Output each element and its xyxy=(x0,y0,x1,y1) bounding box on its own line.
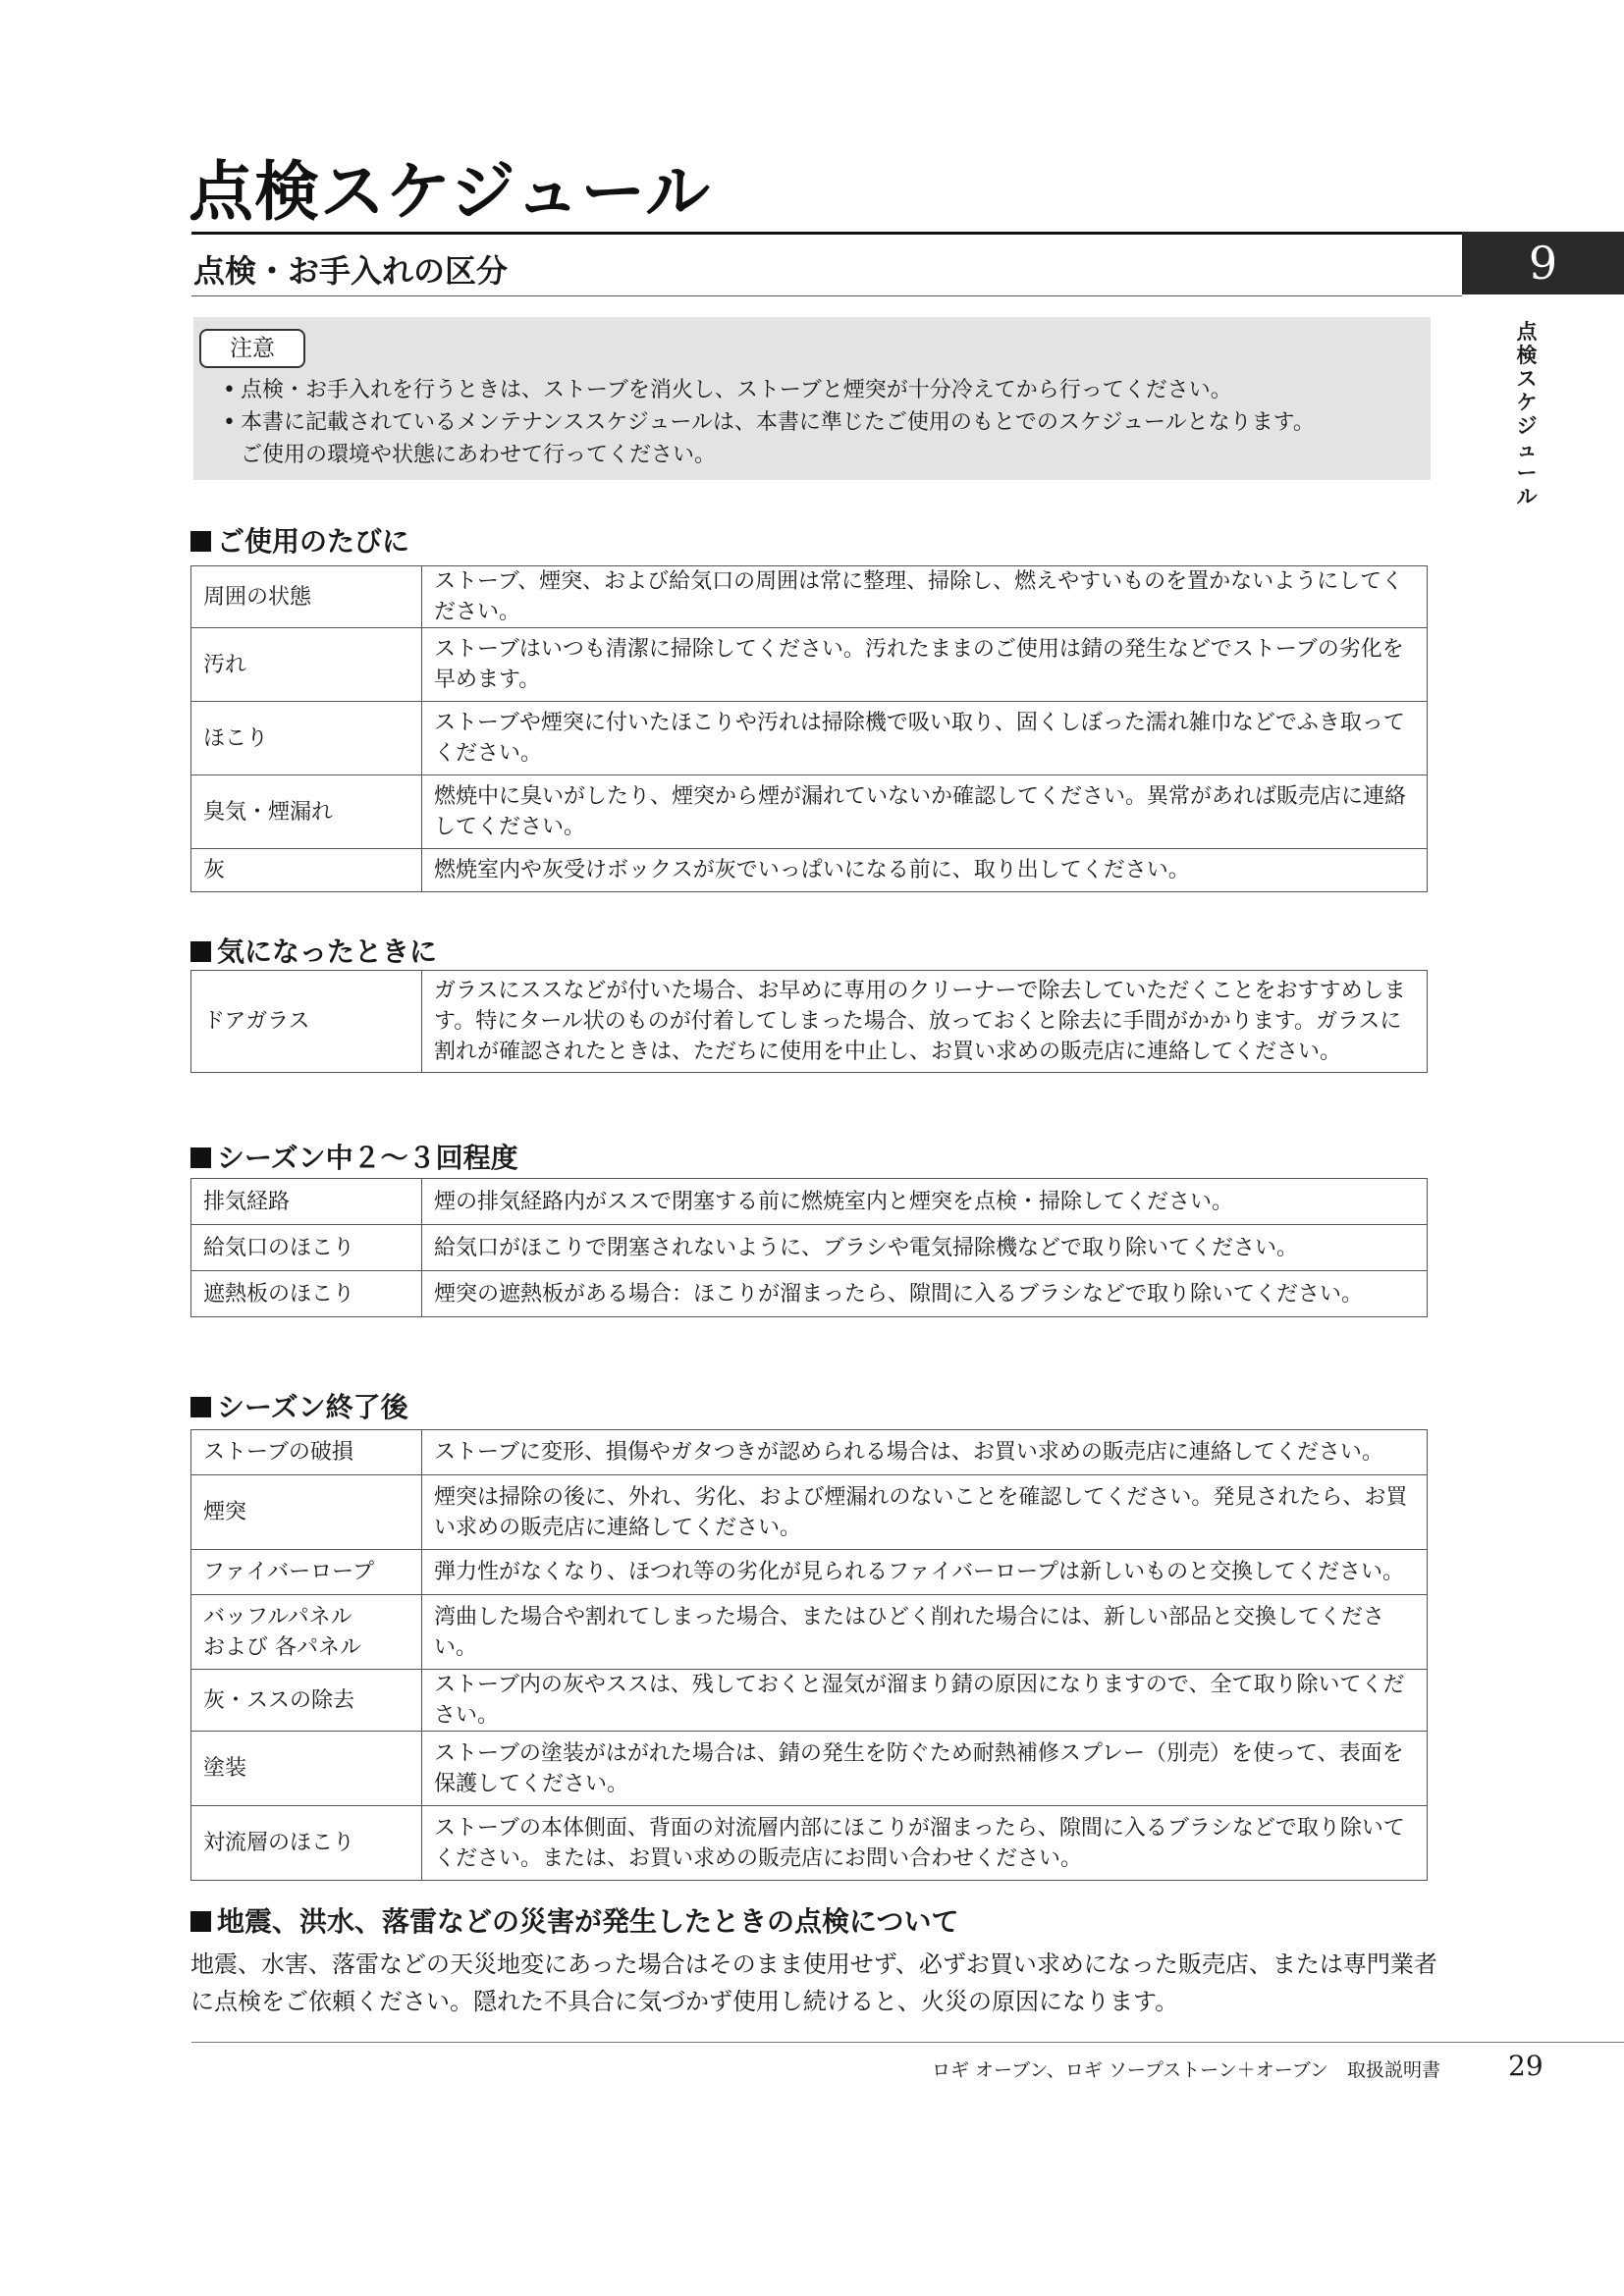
section-title-bar xyxy=(191,232,1462,296)
table-item: ドアガラス xyxy=(191,971,422,1073)
table-row xyxy=(191,1430,1428,1475)
inspection-table-every-use xyxy=(190,565,1428,892)
table-row xyxy=(191,1806,1428,1881)
caution-bullet-2: 本書に記載されているメンテナンススケジュールは、本書に準じたご使用のもとでのスケジュールとなります。 xyxy=(241,410,1315,435)
table-desc: 給気口がほこりで閉塞されないように、ブラシや電気掃除機などで取り除いてください。 xyxy=(422,1225,1428,1271)
caution-badge: 注意 xyxy=(199,329,305,368)
caution-bullet-2-continued: ご使用の環境や状態にあわせて行ってください。 xyxy=(241,443,717,467)
table-item: 臭気・煙漏れ xyxy=(191,775,422,849)
bullet-icon: • xyxy=(223,378,236,402)
table-row xyxy=(191,1475,1428,1550)
table-row xyxy=(191,702,1428,775)
caution-box xyxy=(193,317,1431,480)
inspection-table-season-end xyxy=(190,1429,1428,1881)
table-row xyxy=(191,628,1428,702)
table-desc: ガラスにススなどが付いた場合、お早めに専用のクリーナーで除去していただくことをおすすめします。特にタール状のものが付着してしまった場合、放っておくと除去に手間がかかります。ガラスに割れが確認されたときは、ただちに使用を中止し、お買い求めの販売店に連絡してください。 xyxy=(422,971,1428,1073)
table-item: 遮熱板のほこり xyxy=(191,1271,422,1317)
table-desc: ストーブの塗装がはがれた場合は、錆の発生を防ぐため耐熱補修スプレー（別売）を使って、表面を保護してください。 xyxy=(422,1732,1428,1806)
table-desc: ストーブ、煙突、および給気口の周囲は常に整理、掃除し、燃えやすいものを置かないようにしてください。 xyxy=(422,566,1428,628)
footer-divider xyxy=(191,2042,1624,2043)
table-row xyxy=(191,971,1428,1073)
table-desc: 煙突の遮熱板がある場合：ほこりが溜まったら、隙間に入るブラシなどで取り除いてください。 xyxy=(422,1271,1428,1317)
table-row xyxy=(191,1550,1428,1595)
table-row xyxy=(191,1179,1428,1225)
footer-manual-title: ロギ オーブン、ロギ ソープストーン＋オーブン 取扱説明書 xyxy=(932,2059,1441,2081)
table-item: 塗装 xyxy=(191,1732,422,1806)
caution-text xyxy=(223,374,1315,471)
table-desc: 燃焼室内や灰受けボックスが灰でいっぱいになる前に、取り出してください。 xyxy=(422,849,1428,892)
table-item: 灰・ススの除去 xyxy=(191,1670,422,1732)
side-chapter-label: 点検スケジュール xyxy=(1516,320,1538,508)
table-desc: ストーブ内の灰やススは、残しておくと湿気が溜まり錆の原因になりますので、全て取り除いてください。 xyxy=(422,1670,1428,1732)
table-item: 給気口のほこり xyxy=(191,1225,422,1271)
table-desc: 煙の排気経路内がススで閉塞する前に燃焼室内と煙突を点検・掃除してください。 xyxy=(422,1179,1428,1225)
chapter-number-tab: 9 xyxy=(1462,232,1624,294)
inspection-table-mid-season xyxy=(190,1178,1428,1317)
caution-bullet-1: 点検・お手入れを行うときは、ストーブを消火し、ストーブと煙突が十分冷えてから行ってください。 xyxy=(241,378,1232,402)
table-item: ファイバーロープ xyxy=(191,1550,422,1595)
table-desc: ストーブの本体側面、背面の対流層内部にほこりが溜まったら、隙間に入るブラシなどで取り除いてください。または、お買い求めの販売店にお問い合わせください。 xyxy=(422,1806,1428,1881)
table-row xyxy=(191,1595,1428,1670)
table-item: バッフルパネル および 各パネル xyxy=(191,1595,422,1670)
table-item: 対流層のほこり xyxy=(191,1806,422,1881)
table-desc: 弾力性がなくなり、ほつれ等の劣化が見られるファイバーロープは新しいものと交換してください。 xyxy=(422,1550,1428,1595)
table-item: ほこり xyxy=(191,702,422,775)
table-desc: ストーブに変形、損傷やガタつきが認められる場合は、お買い求めの販売店に連絡してください。 xyxy=(422,1430,1428,1475)
table-desc: ストーブはいつも清潔に掃除してください。汚れたままのご使用は錆の発生などでストーブの劣化を早めます。 xyxy=(422,628,1428,702)
table-row xyxy=(191,1732,1428,1806)
table-item: 排気経路 xyxy=(191,1179,422,1225)
section-heading: シーズン中２～３回程度 xyxy=(190,1137,518,1176)
square-bullet-icon xyxy=(190,1911,211,1932)
section-heading: 地震、洪水、落雷などの災害が発生したときの点検について xyxy=(190,1900,958,1940)
table-item: ストーブの破損 xyxy=(191,1430,422,1475)
table-item: 煙突 xyxy=(191,1475,422,1550)
table-row xyxy=(191,1670,1428,1732)
table-row xyxy=(191,775,1428,849)
square-bullet-icon xyxy=(190,1148,211,1168)
page-number: 29 xyxy=(1508,2050,1543,2082)
table-desc: 湾曲した場合や割れてしまった場合、またはひどく削れた場合には、新しい部品と交換してください。 xyxy=(422,1595,1428,1670)
table-item: 汚れ xyxy=(191,628,422,702)
table-row xyxy=(191,566,1428,628)
section-heading: シーズン終了後 xyxy=(190,1386,408,1425)
section-heading: 気になったときに xyxy=(190,931,437,970)
square-bullet-icon xyxy=(190,941,211,962)
bullet-icon: • xyxy=(223,410,236,435)
table-row xyxy=(191,849,1428,892)
table-desc: ストーブや煙突に付いたほこりや汚れは掃除機で吸い取り、固くしぼった濡れ雑巾などでふき取ってください。 xyxy=(422,702,1428,775)
square-bullet-icon xyxy=(190,531,211,552)
table-desc: 燃焼中に臭いがしたり、煙突から煙が漏れていないか確認してください。異常があれば販売店に連絡してください。 xyxy=(422,775,1428,849)
section-subtitle: 点検・お手入れの区分 xyxy=(193,252,509,290)
inspection-table-when-noticed xyxy=(190,970,1428,1073)
square-bullet-icon xyxy=(190,1397,211,1417)
disaster-inspection-text: 地震、水害、落雷などの天災地変にあった場合はそのまま使用せず、必ずお買い求めになった販売店、または専門業者に点検をご依頼ください。隠れた不具合に気づかず使用し続けると、火災の原因になります。 xyxy=(190,1950,1437,2015)
table-item: 灰 xyxy=(191,849,422,892)
table-row xyxy=(191,1271,1428,1317)
table-desc: 煙突は掃除の後に、外れ、劣化、および煙漏れのないことを確認してください。発見されたら、お買い求めの販売店に連絡してください。 xyxy=(422,1475,1428,1550)
page-title: 点検スケジュール xyxy=(189,153,712,230)
section-heading: ご使用のたびに xyxy=(190,520,409,560)
table-row xyxy=(191,1225,1428,1271)
table-item: 周囲の状態 xyxy=(191,566,422,628)
